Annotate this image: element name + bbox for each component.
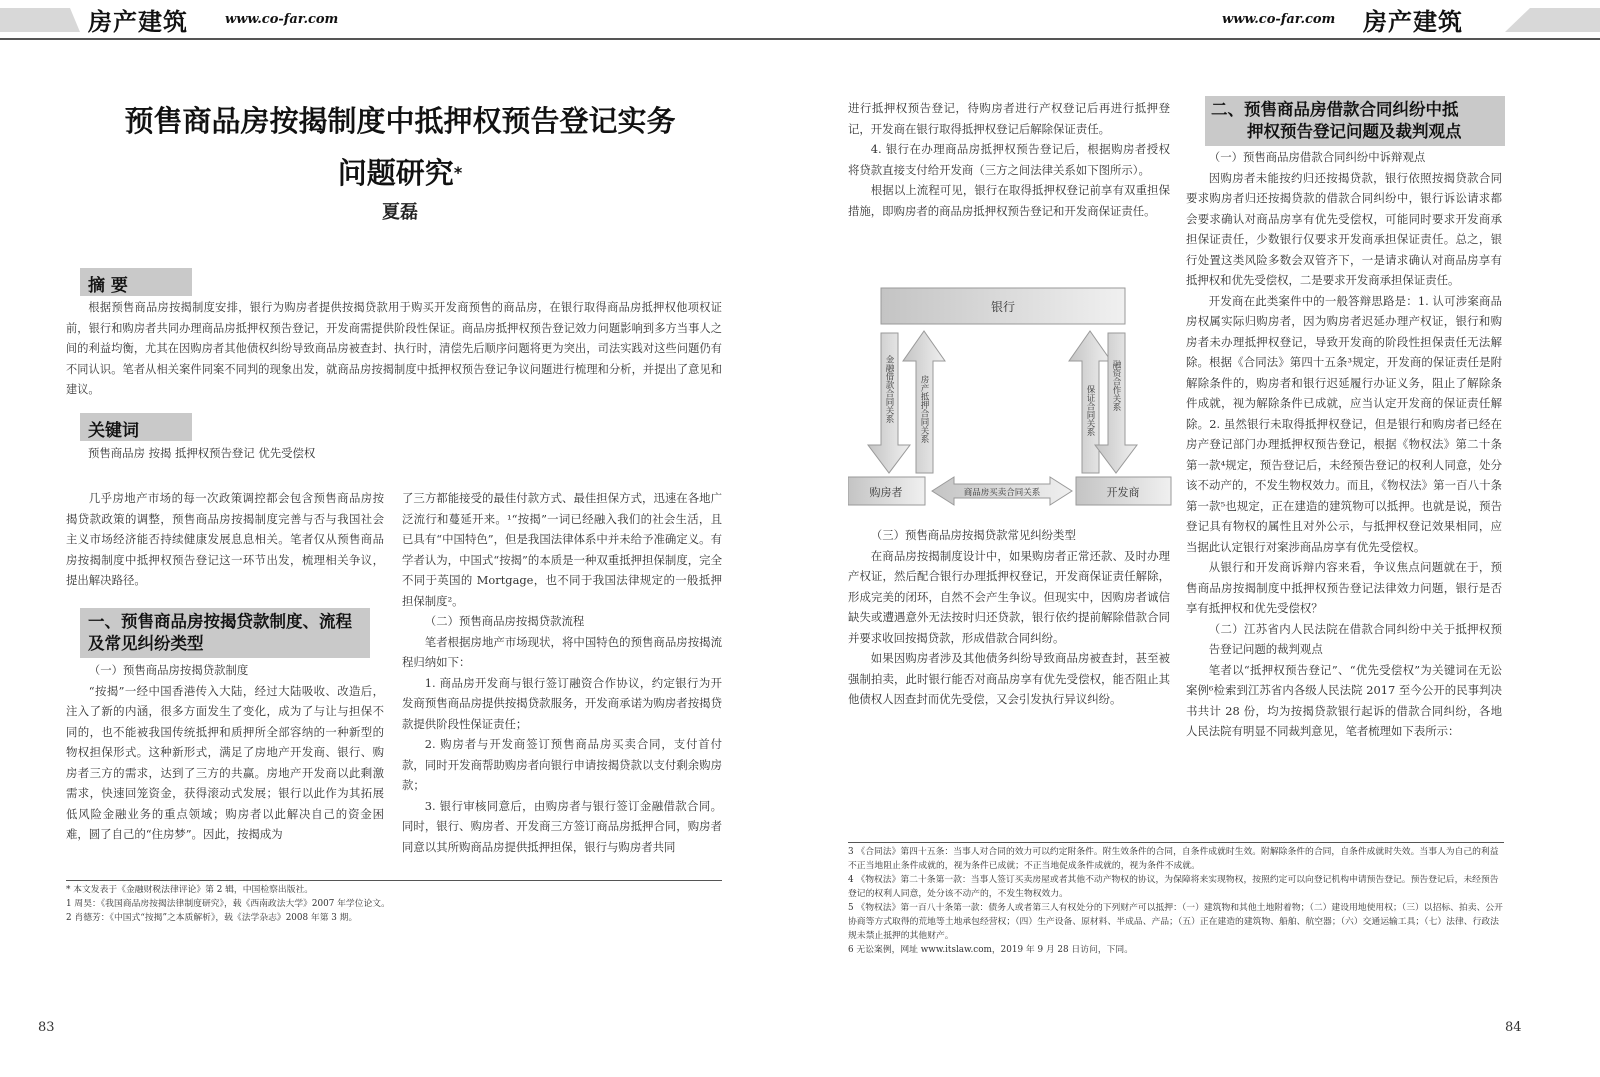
page-number-left: 83 bbox=[38, 1020, 55, 1035]
process-step-1: 1. 商品房开发商与银行签订融资合作协议，约定银行为开发商预售商品房提供按揭贷款服务，开发商承诺为购房者按揭贷款提供阶段性保证责任； bbox=[402, 675, 722, 731]
guarantee-relation-label: 保证合同关系 bbox=[1085, 385, 1095, 436]
paragraph-anjie-intro: “按揭”一经中国香港传入大陆，经过大陆吸收、改造后，注入了新的内涵，很多方面发生了变化，成为了与让与担保不同的，也不能被我国传统抵押和质押所全部容纳的一种新型的物权担保形式。这种新形式，满足了房地产开发商、银行、购房者三方的需求，达到了三方的共赢。房地产开发商以此剩激需求，快速回笼资金，获得滚动式发展；银行以此作为其拓展低风险金融业务的重点领域；购房者以此解决自己的资金困难，圆了自己的“住房梦”。因此，按揭成为 bbox=[66, 683, 384, 841]
paragraph-dispute-focus: 从银行和开发商诉辩内容来看，争议焦点问题就在于，预售商品房按揭制度中抵押权预告登记法律效力问题，银行是否享有抵押权和优先受偿权？ bbox=[1186, 560, 1502, 615]
article-title bbox=[60, 95, 740, 199]
footnote-star: * 本文发表于《金融财税法律评论》第 2 辑，中国检察出版社。 bbox=[66, 885, 314, 895]
intro-paragraph: 几乎房地产市场的每一次政策调控都会包含预售商品房按揭贷款政策的调整，预售商品房按揭制度完善与否与我国社会主义市场经济能否持续健康发展息息相关。笔者仅从预售商品房按揭制度中抵押权预告登记这一环节出发，梳理相关争议，提出解决路径。 bbox=[66, 491, 384, 587]
footnote-2: 2 肖德芳：《中国式“按揭”之本质解析》，载《法学杂志》2008 年第 3 期。 bbox=[66, 913, 358, 923]
section-2-heading-line-1: 二、预售商品房借款合同纠纷中抵 bbox=[1211, 100, 1459, 119]
left-footnotes bbox=[66, 883, 722, 925]
title-line-2-text: 问题研究 bbox=[337, 156, 454, 190]
loan-relation-label: 金融借款合同关系 bbox=[884, 355, 894, 423]
process-step-2: 2. 购房者与开发商签订预售商品房买卖合同，支付首付款，同时开发商帮助购房者向银行申请按揭贷款以支付剩余购房款； bbox=[402, 737, 722, 792]
subheading-2-1: （一）预售商品房借款合同纠纷中诉辩观点 bbox=[1208, 150, 1426, 164]
header-decor-bar bbox=[1505, 8, 1600, 32]
paragraph-anjie-cont: 了三方都能接受的最佳付款方式、最佳担保方式，迅速在各地广泛流行和蔓延开来。¹“按揭”一词已经融入我们的社会生活，且已具有“中国特色”，但是我国法律体系中并未给予准确定义。有学者认为，中国式“按揭”的本质是一种双重抵押担保制度，完全不同于英国的 Mortgage，也不同于我国法律规定的一般抵押担保制度²。 bbox=[402, 491, 722, 608]
abstract-heading: 摘 要 bbox=[88, 276, 128, 296]
intro-text bbox=[66, 488, 384, 591]
subheading-1-1: （一）预售商品房按揭贷款制度 bbox=[88, 663, 249, 677]
paragraph-enforcement: 如果因购房者涉及其他债务纠纷导致商品房被查封，甚至被强制拍卖，此时银行能否对商品房享有优先受偿权，能否阻止其他债权人因查封而优先受偿，又会引发执行异议纠纷。 bbox=[848, 651, 1170, 706]
section-2-heading bbox=[1205, 96, 1505, 146]
finance-relation-label: 融资合作关系 bbox=[1111, 360, 1121, 411]
footnote-6: 6 无讼案例，网址 www.itslaw.com，2019 年 9 月 28 日访问，下同。 bbox=[848, 945, 1134, 955]
right-column-2-body bbox=[1186, 147, 1502, 742]
footnote-4: 4 《物权法》第二十条第一款：当事人签订买卖房屋或者其他不动产物权的协议，为保障将来实现物权，按照约定可以向登记机构申请预告登记。预告登记后，未经预告登记的权利人同意，处分该不动产的，不发生物权效力。 bbox=[848, 875, 1499, 899]
author: 夏磊 bbox=[382, 202, 418, 223]
left-column-1-body bbox=[66, 660, 384, 845]
right-column-1-bottom bbox=[848, 525, 1170, 710]
subheading-2-2: （二）江苏省内人民法院在借款合同纠纷中关于抵押权预告登记问题的裁判观点 bbox=[1208, 621, 1502, 656]
footnote-rule bbox=[848, 842, 1504, 843]
bank-label: 银行 bbox=[990, 300, 1016, 314]
header-decor-bar bbox=[0, 8, 80, 32]
paragraph-process-cont: 进行抵押权预告登记，待购房者进行产权登记后再进行抵押登记，开发商在银行取得抵押权登记后解除保证责任。 bbox=[848, 101, 1170, 136]
right-footnotes bbox=[848, 845, 1504, 957]
page-number-right: 84 bbox=[1505, 1020, 1522, 1035]
abstract-heading-box bbox=[80, 268, 192, 296]
sale-relation-label: 商品房买卖合同关系 bbox=[963, 488, 1041, 498]
footnote-3: 3 《合同法》第四十五条：当事人对合同的效力可以约定附条件。附生效条件的合同，自条件成就时生效。附解除条件的合同，自条件成就时失效。当事人为自己的利益不正当地阻止条件成就的，视为条件已成就；不正当地促成条件成就的，视为条件不成就。 bbox=[848, 847, 1499, 871]
process-step-3: 3. 银行审核同意后，由购房者与银行签订金融借款合同。同时，银行、购房者、开发商三方签订商品房抵押合同，购房者同意以其所购商品房提供抵押担保，银行与购房者共同 bbox=[402, 798, 722, 854]
buyer-label: 购房者 bbox=[869, 486, 903, 499]
magazine-url: www.co-far.com bbox=[1222, 12, 1336, 27]
title-footnote-mark: * bbox=[453, 163, 463, 182]
keywords-text: 预售商品房 按揭 抵押权预告登记 优先受偿权 bbox=[88, 446, 316, 460]
footnote-rule bbox=[66, 880, 722, 881]
subheading-1-3: （三）预售商品房按揭贷款常见纠纷类型 bbox=[870, 528, 1076, 542]
diagram-svg bbox=[848, 285, 1173, 510]
paragraph-dispute-types: 在商品房按揭制度设计中，如果购房者正常还款、及时办理产权证，然后配合银行办理抵押权登记，开发商保证责任解除，形成完美的闭环，自然不会产生争议。但现实中，因购房者诚信缺失或遭遇意外无法按时归还贷款，银行依约提前解除借款合同并要求收回按揭贷款，形成借款合同纠纷。 bbox=[848, 548, 1170, 645]
right-column-1-top bbox=[848, 98, 1170, 221]
paragraph-process-intro: 笔者根据房地产市场现状，将中国特色的预售商品房按揭流程归纳如下： bbox=[402, 634, 722, 669]
keywords-heading: 关键词 bbox=[88, 421, 139, 441]
footnote-5: 5 《物权法》第一百八十条第一款：债务人或者第三人有权处分的下列财产可以抵押：（一）建筑物和其他土地附着物；（二）建设用地使用权；（三）以招标、拍卖、公开协商等方式取得的荒地等土地承包经营权；（四）生产设备、原材料、半成品、产品；（五）正在建造的建筑物、船舶、航空器；（六）交通运输工具；（七）法律、行政法规未禁止抵押的其他财产。 bbox=[848, 903, 1503, 941]
paragraph-double-guarantee: 根据以上流程可见，银行在取得抵押权登记前享有双重担保措施，即购房者的商品房抵押权预告登记和开发商保证责任。 bbox=[848, 183, 1170, 218]
header-rule bbox=[0, 38, 800, 40]
process-step-4: 4. 银行在办理商品房抵押权预告登记后，根据购房者授权将贷款直接支付给开发商（三方之间法律关系如下图所示）。 bbox=[848, 142, 1170, 177]
paragraph-case-search: 笔者以“抵押权预告登记”、“优先受偿权”为关键词在无讼案例⁶检索到江苏省内各级人民法院 2017 至今公开的民事判决书共计 28 份，均为按揭贷款银行起诉的借款合同纠纷，各地人民法院有明显不同裁判意见，笔者梳理如下表所示： bbox=[1186, 662, 1502, 738]
left-column-2-body bbox=[402, 488, 722, 857]
magazine-name: 房产建筑 bbox=[88, 8, 188, 36]
abstract-text bbox=[66, 298, 722, 401]
right-page-header bbox=[800, 0, 1600, 40]
left-page-header bbox=[0, 0, 800, 40]
paragraph-developer-defense: 开发商在此类案件中的一般答辩思路是：1. 认可涉案商品房权属实际归购房者，因为购房者迟延办理产权证，银行和购房者未办理抵押权登记，导致开发商的阶段性担保责任无法解除。根据《合同法》第四十五条³规定，开发商的保证责任是附解除条件的，购房者和银行迟延履行办证义务，阻止了解除条件成就，视为解除条件已成就，应当认定开发商的保证责任解除。2. 虽然银行未取得抵押权登记，但是银行和购房者已经在房产登记部门办理抵押权预告登记，根据《物权法》第二十条第一款⁴规定，预告登记后，未经预告登记的权利人同意，处分该不动产的，不发生物权效力。而且，《物权法》第一百八十条第一款⁵也规定，正在建造的建筑物可以抵押。也就是说，预告登记具有物权的属性且对外公示，与抵押权登记效果相同，应当据此认定银行对案涉商品房享有优先受偿权。 bbox=[1186, 293, 1502, 554]
header-rule bbox=[800, 38, 1600, 40]
three-party-relationship-diagram bbox=[848, 285, 1173, 510]
subheading-1-2: （二）预售商品房按揭贷款流程 bbox=[424, 614, 585, 628]
title-line-1: 预售商品房按揭制度中抵押权预告登记实务 bbox=[124, 104, 676, 138]
section-1-heading: 一、预售商品房按揭贷款制度、流程及常见纠纷类型 bbox=[80, 608, 370, 658]
magazine-name: 房产建筑 bbox=[1363, 8, 1463, 36]
paragraph-bank-claims: 因购房者未能按约归还按揭贷款，银行依照按揭贷款合同要求购房者归还按揭贷款的借款合同纠纷中，银行诉讼请求都会要求确认对商品房享有优先受偿权，可能同时要求开发商承担保证责任，少数银行仅要求开发商承担保证责任。总之，银行处置这类风险多数会双管齐下，一是请求确认对商品房享有抵押权和优先受偿权，二是要求开发商承担保证责任。 bbox=[1186, 170, 1502, 287]
developer-label: 开发商 bbox=[1106, 486, 1140, 499]
title-line-2 bbox=[60, 147, 740, 199]
section-2-heading-line-2: 押权预告登记问题及裁判观点 bbox=[1247, 122, 1462, 141]
mortgage-relation-label: 房产抵押合同关系 bbox=[919, 375, 929, 443]
abstract-paragraph: 根据预售商品房按揭制度安排，银行为购房者提供按揭贷款用于购买开发商预售的商品房，在银行取得商品房抵押权他项权证前，银行和购房者共同办理商品房抵押权预告登记，开发商需提供阶段性保证。商品房抵押权预告登记效力问题影响到多方当事人之间的利益均衡，尤其在因购房者其他债权纠纷导致商品房被查封、执行时，清偿先后顺序问题将更为突出，司法实践对这些问题仍有不同认识。笔者从相关案件同案不同判的现象出发，就商品房按揭制度中抵押权预告登记争议问题进行梳理和分析，并提出了意见和建议。 bbox=[66, 301, 722, 396]
magazine-url: www.co-far.com bbox=[225, 12, 339, 27]
keywords-heading-box bbox=[80, 413, 192, 441]
footnote-1: 1 周昊：《我国商品房按揭法律制度研究》，载《西南政法大学》2007 年学位论文。 bbox=[66, 899, 390, 909]
